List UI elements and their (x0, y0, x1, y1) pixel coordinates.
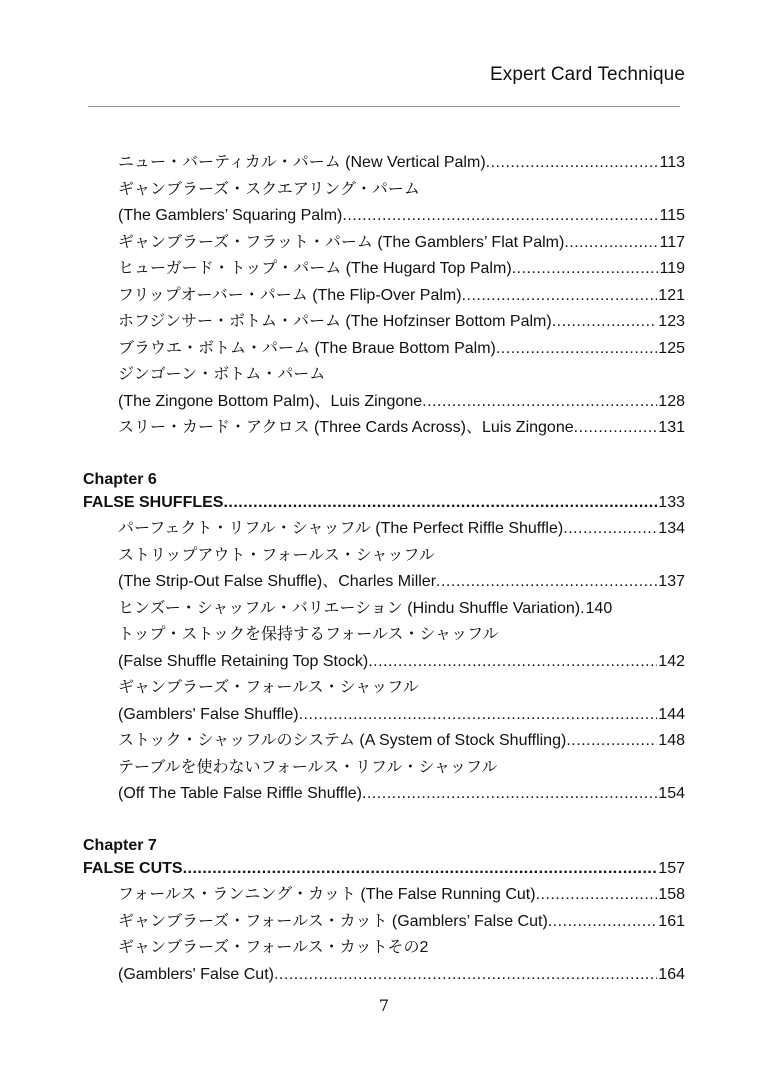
toc-entry (118, 755, 685, 781)
toc-entry (118, 516, 685, 542)
toc-entry-page: 134 (658, 520, 685, 537)
toc-entry (118, 543, 685, 569)
toc-entry-title: (Gamblers' False Cut) (118, 966, 274, 983)
toc-entry-title: フォールス・ランニング・カット (The False Running Cut) (118, 886, 536, 903)
toc-entry (118, 909, 685, 935)
toc-entry (118, 781, 685, 807)
toc-entry (118, 415, 685, 441)
toc-entry-title: ギャンブラーズ・フォールス・カット (Gamblers’ False Cut) (118, 913, 548, 930)
leader-dots (536, 882, 658, 908)
toc-entry-page: 142 (658, 653, 685, 670)
toc-entry (118, 649, 685, 675)
toc-entry-page: 144 (658, 706, 685, 723)
toc-entry-page: 128 (658, 393, 685, 410)
leader-dots (368, 649, 657, 675)
leader-dots (496, 336, 657, 362)
toc-entry (118, 622, 685, 648)
toc-entry-title: (The Zingone Bottom Palm)、Luis Zingone (118, 393, 423, 410)
running-header: Expert Card Technique (489, 64, 685, 85)
toc-entry (118, 596, 685, 622)
toc-entry-page: 117 (659, 234, 685, 251)
toc-entry-title: (The Gamblers’ Squaring Palm) (118, 207, 343, 224)
toc-entry-page: 137 (658, 573, 685, 590)
toc-entry-page: 133 (658, 494, 685, 511)
toc-entry-page: 131 (658, 419, 685, 436)
toc-entry (118, 362, 685, 388)
leader-dots (486, 150, 659, 176)
toc-entry-title: ジンゴーン・ボトム・パーム (118, 366, 326, 383)
leader-dots (564, 230, 658, 256)
toc-entry-page: 123 (658, 313, 685, 330)
toc-entry-page: 148 (658, 732, 685, 749)
toc-entry-title: (The Strip-Out False Shuffle)、Charles Miller (118, 573, 437, 590)
leader-dots (342, 203, 658, 229)
toc-entry (118, 962, 685, 988)
toc-entry-page: 140 (585, 600, 613, 617)
toc-entry (118, 309, 685, 335)
toc-entry (118, 230, 685, 256)
toc-entry-title: テーブルを使わないフォールス・リフル・シャッフル (118, 759, 498, 776)
leader-dots (552, 309, 658, 335)
leader-dots (183, 856, 658, 882)
toc-entry (118, 675, 685, 701)
toc-entry-title: ギャンブラーズ・スクエアリング・パーム (118, 181, 420, 198)
leader-dots (362, 781, 657, 807)
toc-entry-page: 158 (658, 886, 685, 903)
toc-entry (118, 882, 685, 908)
toc-entry (118, 336, 685, 362)
toc-entry-title: ヒューガード・トップ・パーム (The Hugard Top Palm) (118, 260, 512, 277)
toc-entry-page: 154 (658, 785, 685, 802)
leader-dots (563, 516, 657, 542)
toc-entry-page: 164 (658, 966, 685, 983)
toc-entry (118, 283, 685, 309)
toc-entry-title: ギャンブラーズ・フォールス・シャッフル (118, 679, 419, 696)
page-number: 7 (378, 996, 390, 1015)
toc-entry-title: スリー・カード・アクロス (Three Cards Across)、Luis Zingone (118, 419, 574, 436)
toc-entry-title: ギャンブラーズ・フォールス・カットその2 (118, 939, 429, 956)
toc-entry-title: ヒンズー・シャッフル・バリエーション (Hindu Shuffle Variation). (118, 600, 585, 617)
leader-dots (462, 283, 658, 309)
toc-entry-title: (Gamblers' False Shuffle) (118, 706, 299, 723)
toc-entry (118, 702, 685, 728)
leader-dots (436, 569, 657, 595)
toc-entry (118, 203, 685, 229)
toc-entry-title: (False Shuffle Retaining Top Stock) (118, 653, 369, 670)
chapter-title-entry (83, 856, 685, 882)
header-rule (88, 106, 680, 107)
toc-entry-page: 157 (658, 860, 685, 877)
toc-entry (118, 728, 685, 754)
chapter-title: FALSE CUTS (83, 860, 183, 877)
leader-dots (422, 389, 657, 415)
toc-entry (118, 389, 685, 415)
toc-entry-title: ニュー・バーティカル・パーム (New Vertical Palm) (118, 154, 486, 171)
toc-entry-page: 125 (658, 340, 685, 357)
leader-dots (512, 256, 659, 282)
toc-entry (118, 177, 685, 203)
leader-dots (274, 962, 657, 988)
chapter-label: Chapter 7 (83, 837, 157, 854)
toc-entry-title: ホフジンサー・ボトム・パーム (The Hofzinser Bottom Palm) (118, 313, 552, 330)
toc-entry-title: (Off The Table False Riffle Shuffle) (118, 785, 362, 802)
toc-entry (118, 150, 685, 176)
leader-dots (548, 909, 658, 935)
toc-entry-title: トップ・ストックを保持するフォールス・シャッフル (118, 626, 499, 643)
leader-dots (299, 702, 658, 728)
toc-entry (118, 935, 685, 961)
toc-entry-title: ギャンブラーズ・フラット・パーム (The Gamblers’ Flat Palm) (118, 234, 565, 251)
chapter-title: FALSE SHUFFLES (83, 494, 224, 511)
toc-entry (118, 569, 685, 595)
toc-entry-page: 113 (659, 154, 685, 171)
toc-entry-page: 121 (658, 287, 685, 304)
leader-dots (574, 415, 658, 441)
leader-dots (566, 728, 657, 754)
toc-entry-page: 119 (659, 260, 685, 277)
toc-entry-title: ストック・シャッフルのシステム (A System of Stock Shuffling) (118, 732, 567, 749)
chapter-label: Chapter 6 (83, 471, 157, 488)
leader-dots (223, 490, 657, 516)
toc-entry-title: フリップオーバー・パーム (The Flip-Over Palm) (118, 287, 462, 304)
toc-entry-page: 161 (658, 913, 685, 930)
toc-entry-title: ストリップアウト・フォールス・シャッフル (118, 547, 435, 564)
chapter-title-entry (83, 490, 685, 516)
toc-entry-title: パーフェクト・リフル・シャッフル (The Perfect Riffle Shuffle) (118, 520, 564, 537)
toc-entry-page: 115 (659, 207, 685, 224)
toc-entry (118, 256, 685, 282)
toc-entry-title: ブラウエ・ボトム・パーム (The Braue Bottom Palm) (118, 340, 496, 357)
